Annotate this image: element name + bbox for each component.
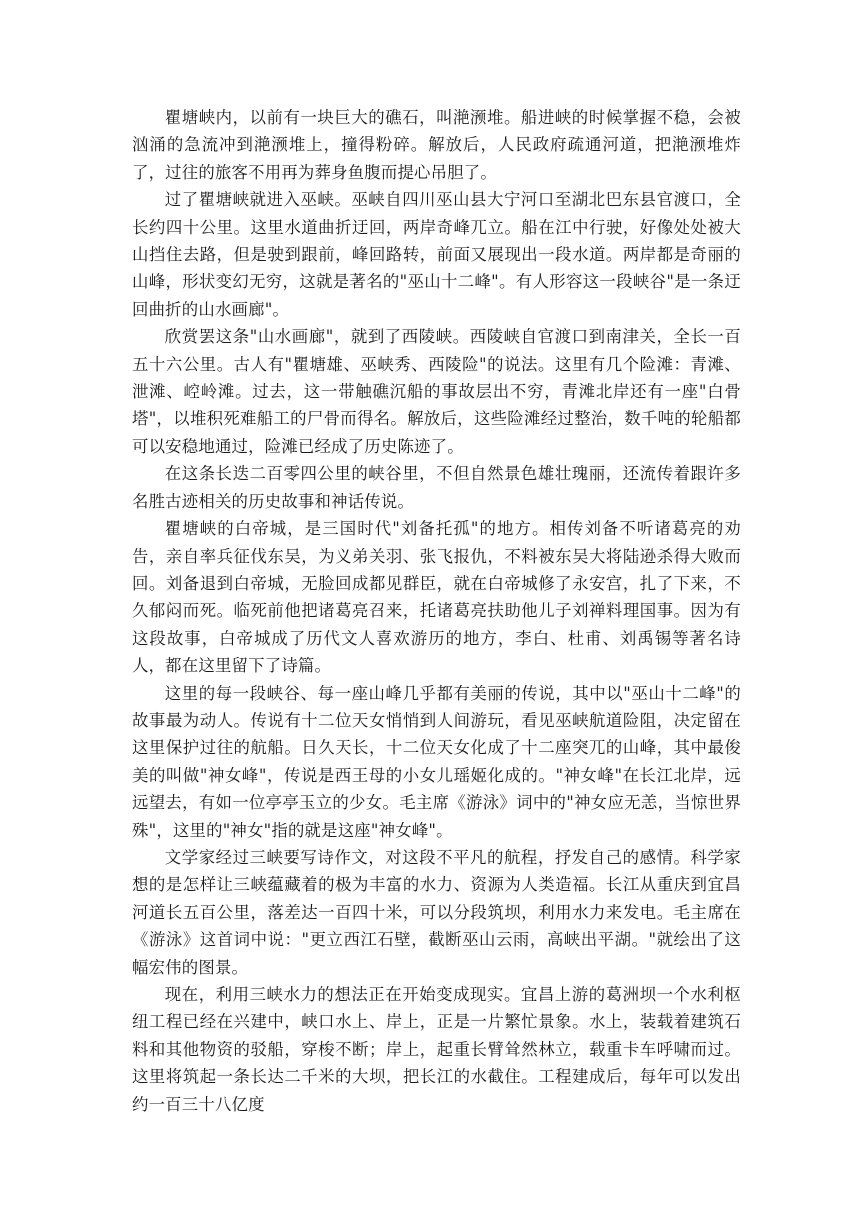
paragraph-legends-intro: 在这条长迭二百零四公里的峡谷里，不但自然景色雄壮瑰丽，还流传着跟许多名胜古迹相关的历史故事和神话传说。 — [132, 464, 741, 511]
paragraph-xiling-gorge: 欣赏罢这条"山水画廊"，就到了西陵峡。西陵峡自官渡口到南津关，全长一百五十六公里。古人有"瞿塘雄、巫峡秀、西陵险"的说法。这里有几个险滩：青滩、泄滩、崆岭滩。过去，这一带触礁沉船的事故层出不穷，青滩北岸还有一座"白骨塔"，以堆积死难船工的尸骨而得名。解放后，这些险滩经过整治，数千吨的轮船都可以安稳地通过，险滩已经成了历史陈迹了。 — [132, 327, 741, 456]
paragraph-goddess-peak: 这里的每一段峡谷、每一座山峰几乎都有美丽的传说，其中以"巫山十二峰"的故事最为动人。传说有十二位天女悄悄到人间游玩，看见巫峡航道险阻，决定留在这里保护过往的航船。日久天长，十二位天女化成了十二座突兀的山峰，其中最俊美的叫做"神女峰"，传说是西王母的小女儿瑶姬化成的。"神女峰"在长江北岸，远远望去，有如一位亭亭玉立的少女。毛主席《游泳》词中的"神女应无恙，当惊世界殊"，这里的"神女"指的就是这座"神女峰"。 — [132, 683, 741, 840]
paragraph-yanyudui: 瞿塘峡内，以前有一块巨大的礁石，叫滟滪堆。船进峡的时候掌握不稳，会被汹涌的急流冲到滟滪堆上，撞得粉碎。解放后，人民政府疏通河道，把滟滪堆炸了，过往的旅客不用再为葬身鱼腹而提心吊胆了。 — [132, 108, 741, 182]
paragraph-wu-gorge: 过了瞿塘峡就进入巫峡。巫峡自四川巫山县大宁河口至湖北巴东县官渡口，全长约四十公里。这里水道曲折迂回，两岸奇峰兀立。船在江中行驶，好像处处被大山挡住去路，但是驶到跟前，峰回路转，前面又展现出一段水道。两岸都是奇丽的山峰，形状变幻无穷，这就是著名的"巫山十二峰"。有人形容这一段峡谷"是一条迂回曲折的山水画廊"。 — [132, 190, 741, 319]
document-page — [132, 104, 741, 1118]
paragraph-gezhouba: 现在，利用三峡水力的想法正在开始变成现实。宜昌上游的葛洲坝一个水利枢纽工程已经在兴建中，峡口水上、岸上，正是一片繁忙景象。水上，装载着建筑石料和其他物资的驳船，穿梭不断；岸上，起重长臂耸然林立，载重卡车呼啸而过。这里将筑起一条长达二千米的大坝，把长江的水截住。工程建成后，每年可以发出约一百三十八亿度 — [132, 985, 741, 1114]
paragraph-scientists: 文学家经过三峡要写诗作文，对这段不平凡的航程，抒发自己的感情。科学家想的是怎样让三峡蕴藏着的极为丰富的水力、资源为人类造福。长江从重庆到宜昌河道长五百公里，落差达一百四十米，可以分段筑坝，利用水力来发电。毛主席在《游泳》这首词中说："更立西江石壁，截断巫山云雨，高峡出平湖。"就绘出了这幅宏伟的图景。 — [132, 847, 741, 977]
paragraph-baidi-city: 瞿塘峡的白帝城，是三国时代"刘备托孤"的地方。相传刘备不听诸葛亮的劝告，亲自率兵征伐东吴，为义弟关羽、张飞报仇，不料被东吴大将陆逊杀得大败而回。刘备退到白帝城，无脸回成都见群臣，就在白帝城修了永安宫，扎了下来，不久郁闷而死。临死前他把诸葛亮召来，托诸葛亮扶助他儿子刘禅料理国事。因为有这段故事，白帝城成了历代文人喜欢游历的地方，李白、杜甫、刘禹锡等著名诗人，都在这里留下了诗篇。 — [132, 519, 741, 676]
